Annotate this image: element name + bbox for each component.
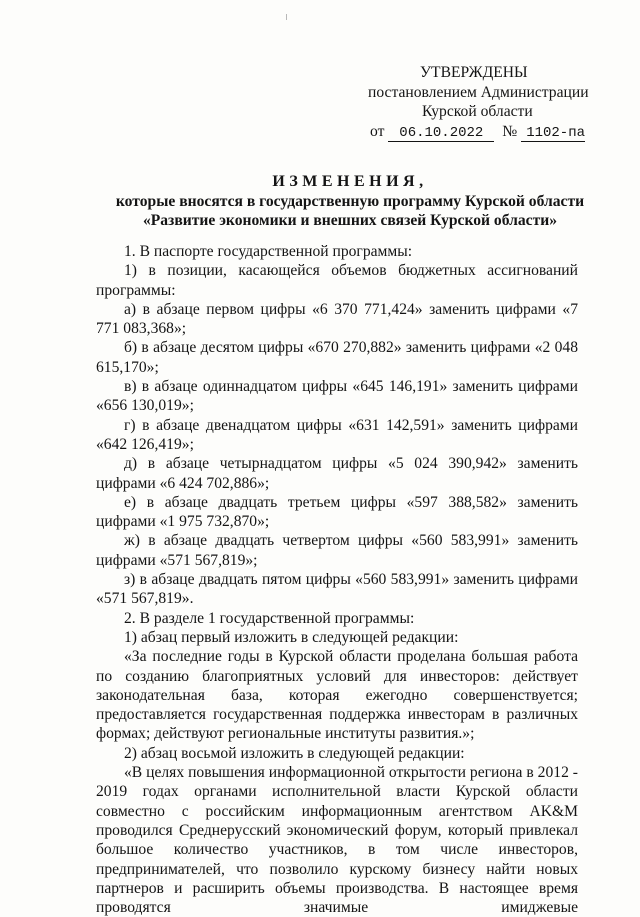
paragraph: б) в абзаце десятом цифры «670 270,882» заменить цифрами «2 048 615,170»;	[96, 339, 578, 376]
number-prefix: №	[502, 122, 518, 140]
document-body	[96, 242, 578, 917]
paragraph: в) в абзаце одиннадцатом цифры «645 146,191» заменить цифрами «656 130,019»;	[96, 378, 578, 415]
paragraph: «За последние годы в Курской области проделана большая работа по созданию благоприятных условий для инвесторов: действует законодательная база, которая ежегодно совершенствуется; предоставляется государственная поддержка инвесторам в различных формах; действуют региональные институты развития.»;	[96, 648, 578, 743]
document-title: ИЗМЕНЕНИЯ,	[272, 173, 428, 190]
paragraph: д) в абзаце четырнадцатом цифры «5 024 390,942» заменить цифрами «6 424 702,886»;	[96, 455, 578, 492]
document-subtitle-1: которые вносятся в государственную программу Курской области	[115, 192, 585, 210]
paragraph: 2) абзац восьмой изложить в следующей редакции:	[124, 744, 465, 762]
paragraph: «В целях повышения информационной открытости региона в 2012 - 2019 годах органами исполнительной власти Курской области совместно с российским информационным агентством AK&M проводился Среднерусский экономический форум, который привлекал большое количество участников, в том числе инвесторов, предпринимателей, что позволило курскому бизнесу найти новых партнеров и расширить объемы производства. В настоящее время проводятся значимые имиджевые	[96, 764, 578, 917]
approval-title: УТВЕРЖДЕНЫ	[420, 64, 528, 81]
approval-date: 06.10.2022	[388, 126, 494, 142]
paragraph: г) в абзаце двенадцатом цифры «631 142,591» заменить цифрами «642 126,419»;	[96, 416, 578, 453]
paragraph: ж) в абзаце двадцать четвертом цифры «560 583,991» заменить цифрами «571 567,819»;	[96, 532, 578, 569]
page-top-mark	[286, 14, 287, 20]
approval-authority: постановлением Администрации	[368, 83, 589, 101]
paragraph: а) в абзаце первом цифры «6 370 771,424» заменить цифрами «7 771 083,368»;	[96, 300, 578, 338]
paragraph: з) в абзаце двадцать пятом цифры «560 583,991» заменить цифрами «571 567,819».	[96, 571, 578, 608]
document-heading	[60, 172, 640, 231]
approval-date-line	[368, 122, 608, 142]
document-subtitle-2: «Развитие экономики и внешних связей Курской области»	[142, 212, 558, 229]
approval-number: 1102-па	[521, 126, 585, 142]
approval-block	[368, 63, 608, 142]
paragraph: 1) в позиции, касающейся объемов бюджетных ассигнований программы:	[96, 262, 578, 299]
approval-region: Курской области	[422, 103, 533, 120]
paragraph: 1. В паспорте государственной программы:	[124, 243, 413, 260]
paragraph: 1) абзац первый изложить в следующей редакции:	[124, 628, 459, 646]
paragraph: 2. В разделе 1 государственной программы:	[124, 609, 415, 627]
paragraph: е) в абзаце двадцать третьем цифры «597 388,582» заменить цифрами «1 975 732,870»;	[96, 493, 578, 531]
date-prefix: от	[370, 122, 385, 140]
